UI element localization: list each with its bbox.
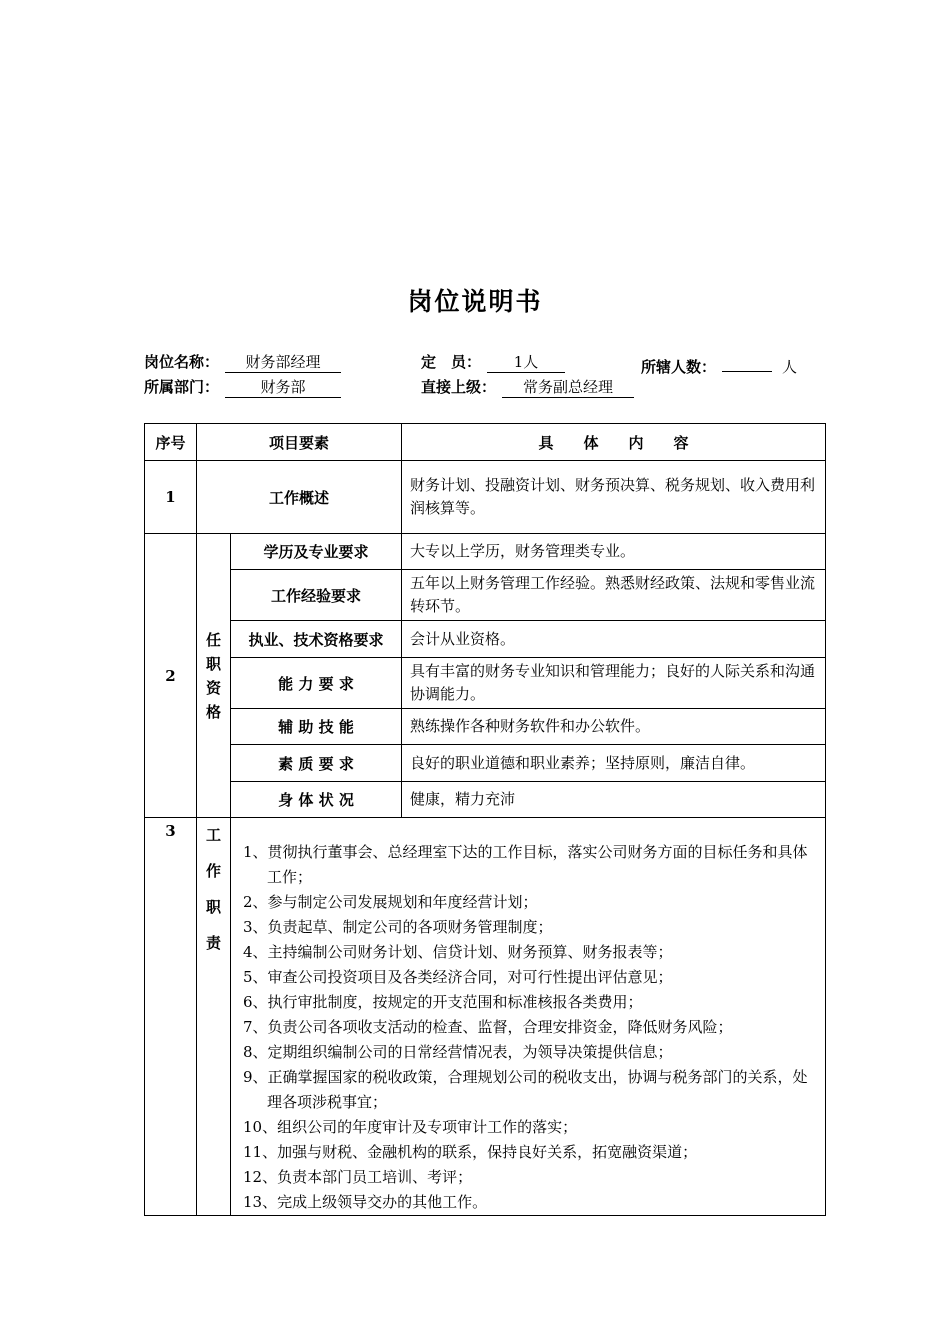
- job-description-table: [144, 423, 826, 1216]
- list-item: 4、主持编制公司财务计划、信贷计划、财务预算、财务报表等；: [243, 943, 673, 961]
- item-label: 工作经验要求: [231, 570, 402, 621]
- table-row: [145, 461, 826, 534]
- item-label: 工作概述: [197, 461, 402, 534]
- department-field: [144, 377, 341, 397]
- department-value: 财务部: [225, 378, 341, 398]
- position-name-value: 财务部经理: [225, 353, 341, 373]
- headcount-label: 定 员：: [421, 353, 482, 371]
- position-name-field: [144, 352, 341, 372]
- item-label: 素 质 要 求: [231, 745, 402, 782]
- table-row: [145, 570, 826, 621]
- duties-group-label: 工 作 职 责: [197, 818, 231, 1216]
- list-item: 1、贯彻执行董事会、总经理室下达的工作目标，落实公司财务方面的目标任务和具体工作；: [243, 843, 808, 886]
- row-number: 3: [145, 818, 197, 1216]
- item-content: 会计从业资格。: [402, 621, 826, 658]
- table-row: [145, 658, 826, 709]
- list-item: 13、完成上级领导交办的其他工作。: [243, 1193, 488, 1211]
- list-item: 3、负责起草、制定公司的各项财务管理制度；: [243, 918, 553, 936]
- item-content: 大专以上学历，财务管理类专业。: [402, 534, 826, 570]
- header-item: 项目要素: [197, 424, 402, 461]
- list-item: 10、组织公司的年度审计及专项审计工作的落实；: [243, 1118, 578, 1136]
- header-content: 具 体 内 容: [402, 424, 826, 461]
- item-content: 健康，精力充沛: [402, 782, 826, 818]
- table-row: [145, 709, 826, 745]
- item-content: 具有丰富的财务专业知识和管理能力；良好的人际关系和沟通协调能力。: [402, 658, 826, 709]
- item-label: 执业、技术资格要求: [231, 621, 402, 658]
- headcount-value: 1人: [487, 353, 565, 373]
- superior-value: 常务副总经理: [502, 378, 634, 398]
- superior-label: 直接上级：: [421, 378, 497, 396]
- list-item: 2、参与制定公司发展规划和年度经营计划；: [243, 893, 538, 911]
- item-content: 熟练操作各种财务软件和办公软件。: [402, 709, 826, 745]
- list-item: 6、执行审批制度，按规定的开支范围和标准核报各类费用；: [243, 993, 643, 1011]
- table-header-row: [145, 424, 826, 461]
- subordinates-value: [722, 352, 772, 372]
- table-row: [145, 621, 826, 658]
- item-label: 辅 助 技 能: [231, 709, 402, 745]
- table-row: [145, 818, 826, 1216]
- header-no: 序号: [145, 424, 197, 461]
- item-content: 财务计划、投融资计划、财务预决算、税务规划、收入费用利润核算等。: [402, 461, 826, 534]
- table-row: [145, 782, 826, 818]
- list-item: 12、负责本部门员工培训、考评；: [243, 1168, 473, 1186]
- subordinates-unit: 人: [782, 358, 798, 376]
- qualification-group-label: 任 职 资 格: [197, 534, 231, 818]
- item-label: 身 体 状 况: [231, 782, 402, 818]
- list-item: 11、加强与财税、金融机构的联系，保持良好关系，拓宽融资渠道；: [243, 1143, 698, 1161]
- position-name-label: 岗位名称：: [144, 353, 220, 371]
- row-number: 1: [145, 461, 197, 534]
- list-item: 9、正确掌握国家的税收政策，合理规划公司的税收支出，协调与税务部门的关系，处理各项涉税事宜；: [243, 1068, 808, 1111]
- item-label: 能 力 要 求: [231, 658, 402, 709]
- table-row: [145, 534, 826, 570]
- duties-list: [231, 818, 826, 1216]
- subordinates-label: 所辖人数：: [641, 358, 717, 376]
- table-row: [145, 745, 826, 782]
- document-title: 岗位说明书: [407, 287, 543, 316]
- item-label: 学历及专业要求: [231, 534, 402, 570]
- list-item: 5、审查公司投资项目及各类经济合同，对可行性提出评估意见；: [243, 968, 673, 986]
- subordinates-field: [641, 352, 798, 376]
- item-content: 良好的职业道德和职业素养；坚持原则，廉洁自律。: [402, 745, 826, 782]
- headcount-field: [421, 352, 565, 372]
- superior-field: [421, 377, 634, 397]
- list-item: 8、定期组织编制公司的日常经营情况表，为领导决策提供信息；: [243, 1043, 673, 1061]
- item-content: 五年以上财务管理工作经验。熟悉财经政策、法规和零售业流转环节。: [402, 570, 826, 621]
- department-label: 所属部门：: [144, 378, 220, 396]
- row-number: 2: [145, 534, 197, 818]
- list-item: 7、负责公司各项收支活动的检查、监督，合理安排资金，降低财务风险；: [243, 1018, 733, 1036]
